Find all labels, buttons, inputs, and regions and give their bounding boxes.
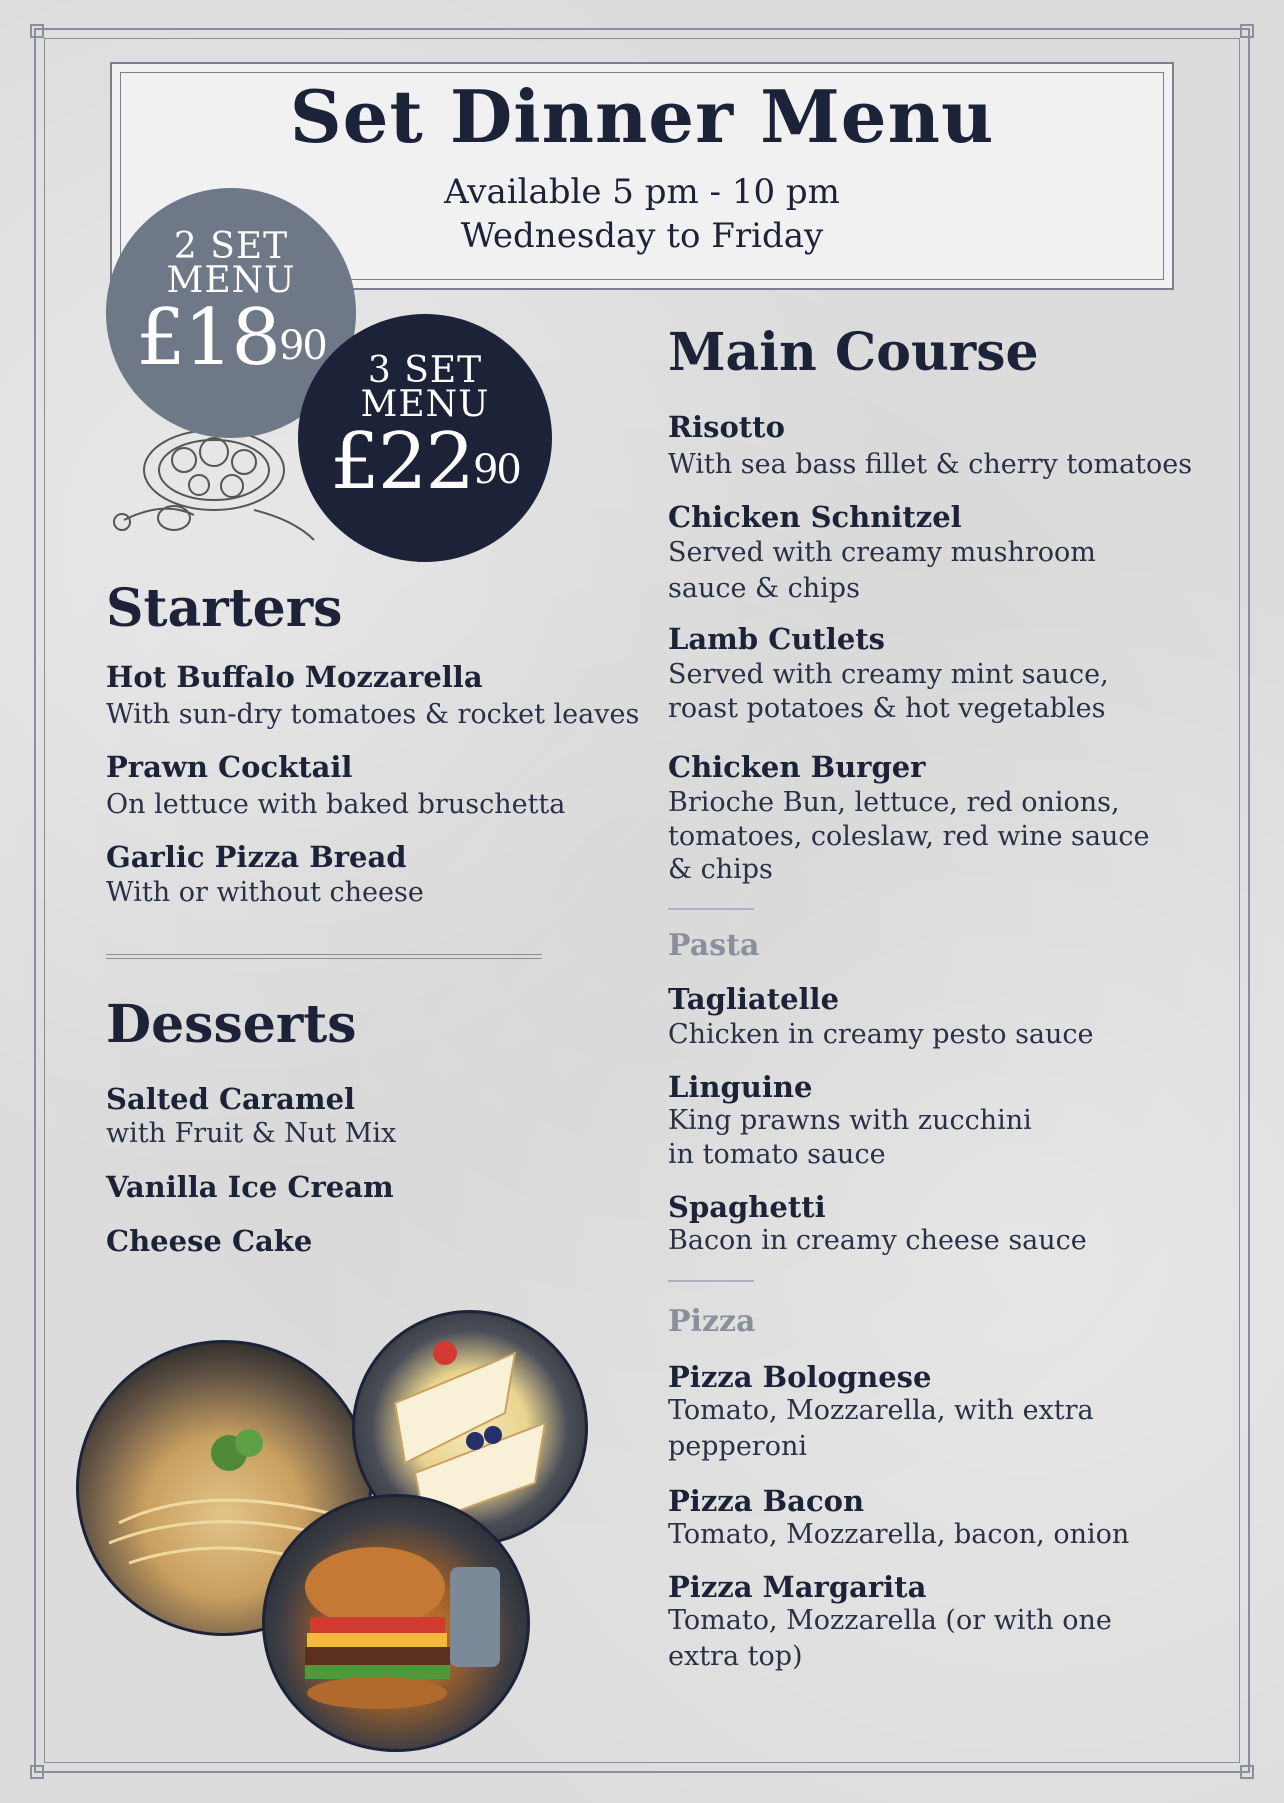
main-item-name: Lamb Cutlets bbox=[668, 622, 885, 656]
starter-item-name: Garlic Pizza Bread bbox=[106, 840, 407, 874]
pizza-item-desc: Tomato, Mozzarella, with extra bbox=[668, 1395, 1094, 1426]
badge-3-set-menu bbox=[298, 314, 552, 562]
badge-label-line1: 2 SET bbox=[173, 226, 289, 267]
corner-ornament bbox=[1240, 24, 1254, 38]
main-item-name: Chicken Schnitzel bbox=[668, 500, 962, 534]
pizza-item-name: Pizza Margarita bbox=[668, 1570, 927, 1604]
subsection-divider bbox=[668, 908, 754, 910]
dessert-item-name: Vanilla Ice Cream bbox=[106, 1170, 394, 1204]
dessert-item-desc: with Fruit & Nut Mix bbox=[106, 1118, 397, 1149]
badge-label-line2: MENU bbox=[360, 384, 490, 425]
main-item-desc: roast potatoes & hot vegetables bbox=[668, 693, 1106, 724]
pasta-item-name: Spaghetti bbox=[668, 1190, 826, 1224]
starter-item-desc: On lettuce with baked bruschetta bbox=[106, 789, 566, 820]
pizza-item-desc: pepperoni bbox=[668, 1431, 807, 1462]
main-item-name: Chicken Burger bbox=[668, 750, 926, 784]
main-item-desc: sauce & chips bbox=[668, 573, 860, 604]
pasta-item-desc: King prawns with zucchini bbox=[668, 1105, 1032, 1136]
subsection-title-pizza: Pizza bbox=[668, 1304, 756, 1339]
badge-price: $£22^{90}$ bbox=[330, 417, 520, 507]
badge-price: $£18^{90}$ bbox=[136, 293, 326, 383]
pizza-item-name: Pizza Bacon bbox=[668, 1484, 865, 1518]
main-item-desc: & chips bbox=[668, 854, 773, 885]
page-title: Set Dinner Menu bbox=[289, 74, 995, 159]
section-title-main-course: Main Course bbox=[668, 322, 1039, 383]
pizza-item-desc: Tomato, Mozzarella (or with one bbox=[668, 1605, 1112, 1636]
hours-text: Available 5 pm - 10 pm bbox=[444, 172, 840, 212]
corner-ornament bbox=[1240, 1765, 1254, 1779]
corner-ornament bbox=[30, 24, 44, 38]
main-item-desc: Served with creamy mint sauce, bbox=[668, 659, 1109, 690]
starter-item-name: Prawn Cocktail bbox=[106, 750, 353, 784]
burger-image bbox=[265, 1497, 530, 1752]
pizza-item-name: Pizza Bolognese bbox=[668, 1360, 932, 1394]
pizza-item-desc: Tomato, Mozzarella, bacon, onion bbox=[668, 1519, 1130, 1550]
main-item-desc: Served with creamy mushroom bbox=[668, 537, 1096, 568]
burger-photo bbox=[262, 1494, 530, 1752]
badge-label-line2: MENU bbox=[166, 260, 296, 301]
main-item-desc: With sea bass fillet & cherry tomatoes bbox=[668, 449, 1193, 480]
starter-item-name: Hot Buffalo Mozzarella bbox=[106, 660, 483, 694]
section-title-desserts: Desserts bbox=[106, 994, 357, 1055]
days-text: Wednesday to Friday bbox=[460, 216, 824, 256]
main-item-desc: tomatoes, coleslaw, red wine sauce bbox=[668, 821, 1150, 852]
starter-item-desc: With sun-dry tomatoes & rocket leaves bbox=[106, 699, 640, 730]
dessert-item-name: Salted Caramel bbox=[106, 1082, 356, 1116]
pasta-item-name: Tagliatelle bbox=[668, 982, 840, 1016]
starter-item-desc: With or without cheese bbox=[106, 877, 424, 908]
badge-label-line1: 3 SET bbox=[367, 350, 483, 391]
pasta-item-desc: Chicken in creamy pesto sauce bbox=[668, 1019, 1094, 1050]
subsection-divider bbox=[668, 1280, 754, 1282]
section-title-starters: Starters bbox=[106, 578, 343, 639]
pizza-item-desc: extra top) bbox=[668, 1641, 803, 1672]
main-item-desc: Brioche Bun, lettuce, red onions, bbox=[668, 787, 1120, 818]
pasta-item-name: Linguine bbox=[668, 1070, 813, 1104]
pasta-item-desc: Bacon in creamy cheese sauce bbox=[668, 1225, 1087, 1256]
corner-ornament bbox=[30, 1765, 44, 1779]
main-item-name: Risotto bbox=[668, 410, 785, 444]
section-divider bbox=[106, 954, 542, 959]
subsection-title-pasta: Pasta bbox=[668, 928, 760, 963]
pasta-item-desc: in tomato sauce bbox=[668, 1139, 886, 1170]
dessert-item-name: Cheese Cake bbox=[106, 1224, 313, 1258]
